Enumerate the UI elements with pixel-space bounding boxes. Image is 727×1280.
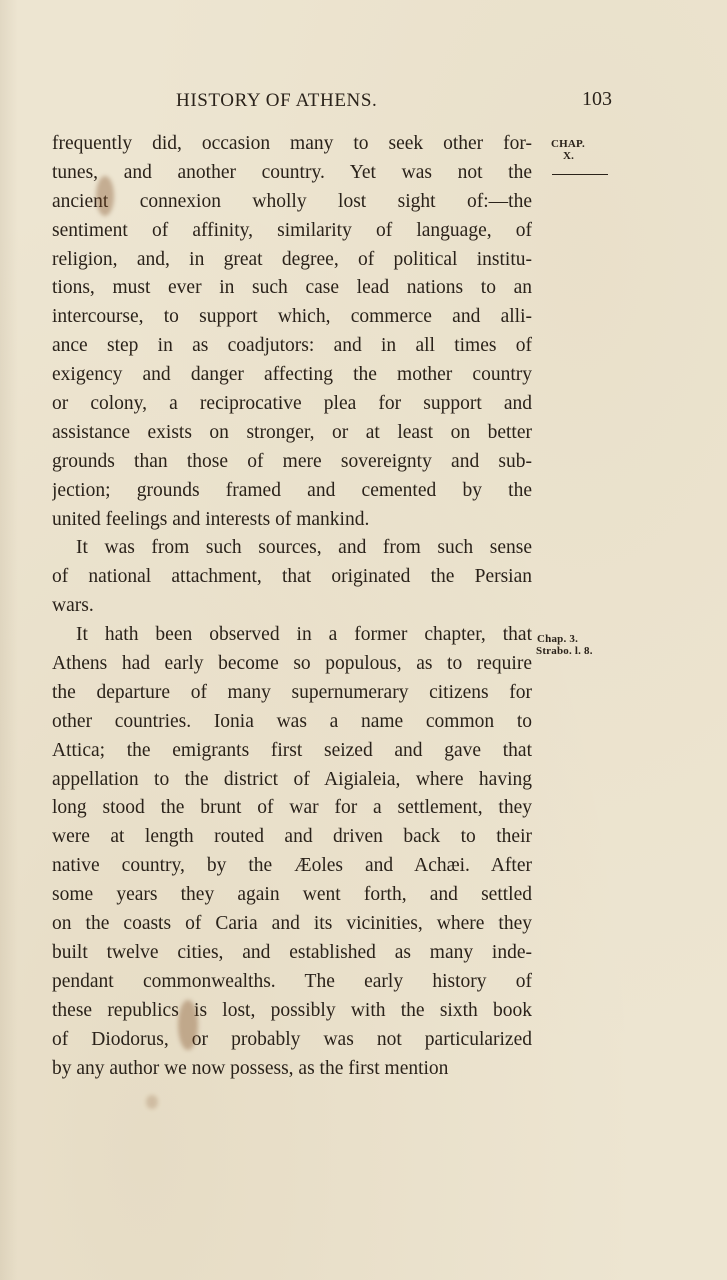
running-title: HISTORY OF ATHENS. [176,90,378,111]
text-line: tions, must ever in such case lead nations to an [52,277,532,299]
text-line: appellation to the district of Aigialeia, where having [52,768,532,790]
text-line: frequently did, occasion many to seek other for- [52,133,532,154]
text-line: native country, by the Æoles and Achæi. After [52,855,532,877]
text-line: jection; grounds framed and cemented by the [52,479,532,501]
text-line: the departure of many supernumerary citizens for [52,681,532,703]
text-line: or colony, a reciprocative plea for support and [52,393,532,415]
text-line: tunes, and another country. Yet was not the [52,161,532,183]
paper-stain [146,1095,158,1109]
text-line: of Diodorus, or probably was not particularized [52,1028,532,1050]
text-line: ancient connexion wholly lost sight of:—the [52,190,532,212]
text-line: built twelve cities, and established as many inde- [52,941,532,963]
text-line: Attica; the emigrants first seized and gave that [52,739,532,761]
text-line: were at length routed and driven back to their [52,826,532,848]
body-text [52,130,532,1083]
text-line: pendant commonwealths. The early history of [52,970,532,992]
text-line: ance step in as coadjutors: and in all times of [52,335,532,357]
margin-reference-strabo: Strabo. l. 8. [536,645,593,657]
text-line: by any author we now possess, as the first mention [52,1057,449,1079]
paper-stain [96,176,114,216]
margin-chapter-number: X. [563,150,575,162]
text-line: of national attachment, that originated the Persian [52,566,532,588]
text-line: wars. [52,595,94,617]
text-line: sentiment of affinity, similarity of language, of [52,219,532,241]
margin-rule [552,174,608,175]
text-line: grounds than those of mere sovereignty and sub- [52,450,532,472]
text-line: united feelings and interests of mankind. [52,508,370,530]
text-line: these republics is lost, possibly with the sixth book [52,999,532,1021]
text-line: Athens had early become so populous, as to require [52,653,532,675]
text-line: some years they again went forth, and settled [52,884,532,906]
text-line: It was from such sources, and from such sense [76,537,532,559]
text-line: intercourse, to support which, commerce and alli- [52,306,532,328]
text-line: It hath been observed in a former chapter, that [76,624,532,646]
page-number: 103 [582,88,612,110]
text-line: long stood the brunt of war for a settlement, they [52,797,532,819]
margin-chapter-label: CHAP. [551,138,585,150]
page-header [52,86,612,116]
text-line: assistance exists on stronger, or at least on better [52,421,532,443]
text-line: religion, and, in great degree, of political institu- [52,248,532,270]
text-line: exigency and danger affecting the mother country [52,364,532,386]
text-line: on the coasts of Caria and its vicinities, where they [52,913,532,935]
text-line: other countries. Ionia was a name common to [52,710,532,732]
paper-stain [178,1000,198,1050]
margin-reference-chapter: Chap. 3. [537,633,579,645]
